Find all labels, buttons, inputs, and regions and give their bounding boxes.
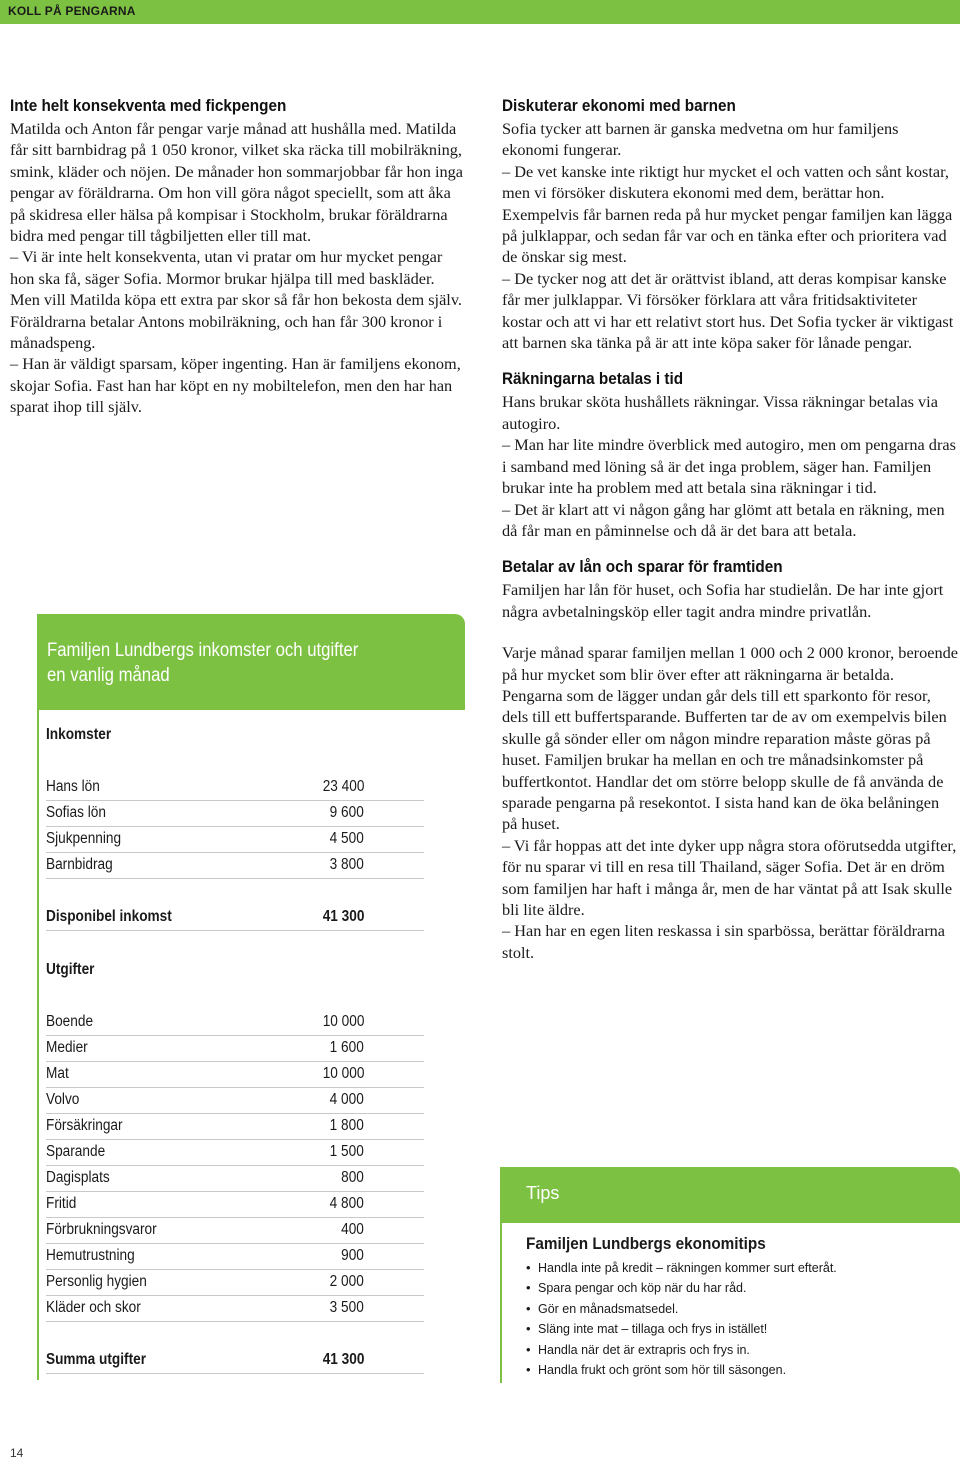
- section-heading: Räkningarna betalas i tid: [502, 369, 684, 389]
- row-value: 9 600: [329, 804, 364, 821]
- paragraph: Föräldrarna betalar Antons mobilräkning, och han får 300 kronor i månadspeng.: [10, 311, 443, 353]
- row-label: Sjukpenning: [46, 830, 122, 847]
- row-label: Försäkringar: [46, 1117, 123, 1134]
- row-label: Kläder och skor: [46, 1299, 141, 1316]
- tips-box-rule: [500, 1223, 502, 1383]
- row-value: 41 300: [322, 1351, 364, 1368]
- row-value: 2 000: [329, 1273, 364, 1290]
- row-value: 4 800: [329, 1195, 364, 1212]
- row-label: Volvo: [46, 1091, 80, 1108]
- paragraph: Sofia tycker att barnen är ganska medvetna om hur familjens ekonomi fungerar.: [502, 119, 899, 160]
- tips-box-header: [500, 1167, 960, 1223]
- budget-box-header: [37, 614, 465, 710]
- table-row: [46, 826, 424, 853]
- row-label: Disponibel inkomst: [46, 908, 172, 925]
- budget-box-title-line: en vanlig månad: [47, 665, 170, 686]
- row-label: Personlig hygien: [46, 1273, 147, 1290]
- tips-heading: Familjen Lundbergs ekonomitips: [526, 1234, 766, 1253]
- row-label: Boende: [46, 1013, 94, 1030]
- row-value: 400: [341, 1221, 364, 1238]
- list-item: • Handla inte på kredit – räkningen kommer surt efteråt.: [526, 1258, 946, 1278]
- income-heading-row: [46, 722, 424, 748]
- row-label: Mat: [46, 1065, 69, 1082]
- table-row: [46, 1113, 424, 1140]
- tips-label: Tips: [526, 1183, 560, 1203]
- tips-list: [526, 1258, 946, 1380]
- paragraph: – De tycker nog att det är orättvist ibland, att deras kompisar kanske får mer julklappar. Vi försöker förklara att våra fritidsaktiviteter kostar och att vi har ett relativt stort hus. Det Sofia tycker är viktigast att barnen ska tänka på är att inte köpa saker för lånade pengar.: [502, 268, 954, 353]
- section-heading: Diskuterar ekonomi med barnen: [502, 96, 736, 115]
- row-value: 23 400: [322, 778, 364, 795]
- row-label: Hans lön: [46, 778, 100, 795]
- list-item: • Spara pengar och köp när du har råd.: [526, 1278, 946, 1298]
- paragraph: – Han är väldigt sparsam, köper ingenting. Han är familjens ekonom, skojar Sofia. Fast han har köpt en ny mobiltelefon, men den har han sparat ihop till själv.: [10, 354, 461, 417]
- row-label: Medier: [46, 1039, 88, 1056]
- tips-content: [526, 1232, 946, 1380]
- row-label: Sofias lön: [46, 804, 106, 821]
- row-label: Dagisplats: [46, 1169, 110, 1186]
- row-label: Summa utgifter: [46, 1351, 147, 1368]
- row-value: 1 800: [329, 1117, 364, 1134]
- row-label: Sparande: [46, 1143, 106, 1160]
- table-row: [46, 1139, 424, 1166]
- expense-heading: Utgifter: [46, 961, 95, 978]
- paragraph: – Vi är inte helt konsekventa, utan vi pratar om hur mycket pengar hon ska få, säger Sofia. Mormor brukar hjälpa till med baskläder. Men vill Matilda köpa ett extra par skor så får hon bekosta dem själv.: [10, 247, 462, 310]
- paragraph: Varje månad sparar familjen mellan 1 000 och 2 000 kronor, beroende på hur mycket som blir över efter att räkningarna är betalda. Pengarna som de lägger undan går dels till ett sparkonto för resor, dels till ett buffertsparande. Bufferten tar de av om exempelvis bilen skulle gå sönder eller om någon mindre reparation måste göras på huset. Familjen brukar ha mellan en och tre månadsinkomster på buffertkontot. Handlar det om större belopp skulle de få använda de sparade pengarna på resekontot. I sista hand kan de öka belåningen på huset.: [502, 643, 958, 834]
- paragraph: Matilda och Anton får pengar varje månad att hushålla med. Matilda får sitt barnbidrag på 1 050 kronor, vilket ska räcka till mobilräkning, smink, kläder och nöjen. De månader hon sommarjobbar får hon inga pengar av föräldrarna. Om hon vill göra något speciellt, som att åka på skidresa eller hälsa på kompisar i Stockholm, brukar föräldrarna bidra med pengar till tågbiljetten eller till mat.: [10, 119, 464, 246]
- budget-box-rule: [37, 710, 39, 1380]
- paragraph: – Vi får hoppas att det inte dyker upp några stora oförutsedda utgifter, för nu sparar vi till en resa till Thailand, säger Sofia. Det är en dröm som familjen har haft i många år, men de har väntat på att Isak skulle bli lite äldre.: [502, 835, 957, 919]
- table-row: [46, 1217, 424, 1244]
- table-row: [46, 1035, 424, 1062]
- table-row: [46, 852, 424, 879]
- table-row: [46, 800, 424, 827]
- total-expenses-row: [46, 1347, 424, 1374]
- row-label: Hemutrustning: [46, 1247, 135, 1264]
- paragraph: – De vet kanske inte riktigt hur mycket el och vatten och sånt kostar, men vi försöker diskutera ekonomi med dem, berättar hon. Exempelvis får barnen reda på hur mycket pengar familjen kan lägga på julklappar, och sedan får var och en tänka efter och prioritera vad de önskar sig mest.: [502, 161, 953, 267]
- section-header-bar: [0, 0, 960, 24]
- row-value: 3 800: [329, 856, 364, 873]
- table-row: [46, 1191, 424, 1218]
- list-item: • Gör en månadsmatsedel.: [526, 1299, 946, 1319]
- list-item: • Handla frukt och grönt som hör till säsongen.: [526, 1360, 946, 1380]
- row-value: 900: [341, 1247, 364, 1264]
- row-value: 3 500: [329, 1299, 364, 1316]
- row-value: 41 300: [322, 908, 364, 925]
- table-row: [46, 1061, 424, 1088]
- row-value: 10 000: [322, 1065, 364, 1082]
- section-header-label: KOLL PÅ PENGARNA: [8, 4, 136, 18]
- table-row: [46, 1009, 424, 1036]
- row-label: Förbrukningsvaror: [46, 1221, 157, 1238]
- paragraph: – Han har en egen liten reskassa i sin sparbössa, berättar föräldrarna stolt.: [502, 921, 946, 962]
- row-value: 10 000: [322, 1013, 364, 1030]
- table-row: [46, 1165, 424, 1192]
- right-column: [502, 94, 958, 963]
- paragraph: Hans brukar sköta hushållets räkningar. Vissa räkningar betalas via autogiro.: [502, 392, 938, 433]
- row-value: 800: [341, 1169, 364, 1186]
- row-label: Barnbidrag: [46, 856, 113, 873]
- row-value: 4 000: [329, 1091, 364, 1108]
- table-row: [46, 1269, 424, 1296]
- paragraph: Familjen har lån för huset, och Sofia har studielån. De har inte gjort några avbetalningsköp eller tagit andra mindre privatlån.: [502, 580, 944, 621]
- paragraph: – Det är klart att vi någon gång har glömt att betala en räkning, men då får man en påminnelse och då är det bara att betala.: [502, 499, 945, 540]
- table-row: [46, 1295, 424, 1322]
- table-row: [46, 1087, 424, 1114]
- paragraph: – Man har lite mindre överblick med autogiro, men om pengarna dras i samband med löning så är det inga problem, säger han. Familjen brukar inte ha problem med att betala sina räkningar i tid.: [502, 435, 956, 498]
- table-row: [46, 774, 424, 801]
- left-column: [10, 94, 468, 418]
- row-value: 1 600: [329, 1039, 364, 1056]
- expense-heading-row: [46, 957, 424, 983]
- row-label: Fritid: [46, 1195, 77, 1212]
- list-item: • Släng inte mat – tillaga och frys in istället!: [526, 1319, 946, 1339]
- list-item: • Handla när det är extrapris och frys in.: [526, 1340, 946, 1360]
- row-value: 1 500: [329, 1143, 364, 1160]
- income-heading: Inkomster: [46, 726, 112, 743]
- page-number: 14: [10, 1446, 24, 1460]
- table-row: [46, 1243, 424, 1270]
- section-heading: Inte helt konsekventa med fickpengen: [10, 96, 287, 115]
- budget-box-title: [47, 638, 417, 688]
- disposable-income-row: [46, 904, 424, 931]
- section-heading: Betalar av lån och sparar för framtiden: [502, 557, 783, 577]
- budget-box-title-line: Familjen Lundbergs inkomster och utgifter: [47, 640, 359, 661]
- row-value: 4 500: [329, 830, 364, 847]
